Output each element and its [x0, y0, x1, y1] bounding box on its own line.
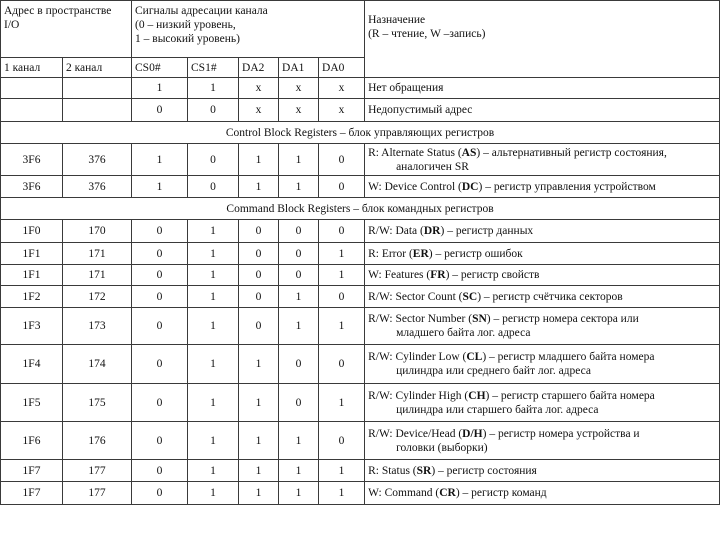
da2-value: 1: [239, 482, 279, 505]
ch2-address: 170: [63, 220, 132, 243]
register-abbr: DC: [461, 180, 479, 193]
col-cs1-header: CS1#: [188, 58, 239, 78]
purpose-text: ) – регистр младшего байта номера: [482, 351, 655, 363]
purpose-cell: [365, 286, 720, 308]
da2-value: 1: [239, 144, 279, 176]
cs1-value: 1: [188, 482, 239, 505]
purpose-cell: [365, 460, 720, 482]
ch1-address: 3F6: [1, 176, 63, 198]
col-ch1-header: 1 канал: [1, 58, 63, 78]
da2-value: 1: [239, 345, 279, 384]
register-abbr: DR: [423, 225, 441, 237]
ch2-address: 174: [63, 345, 132, 384]
cs0-value: 0: [132, 286, 188, 308]
da1-value: 1: [279, 176, 319, 198]
ch1-address: 1F4: [1, 345, 63, 384]
cs1-value: 1: [188, 220, 239, 243]
cs1-value: 1: [188, 308, 239, 345]
ch2-address: 376: [63, 176, 132, 198]
table-row: [1, 345, 720, 384]
da0-value: 1: [319, 384, 365, 422]
purpose-cell: [365, 308, 720, 345]
da0-value: 0: [319, 286, 365, 308]
ch1-address: 1F7: [1, 460, 63, 482]
table-row: [1, 176, 720, 198]
da0-value: 1: [319, 243, 365, 265]
purpose-cell: [365, 345, 720, 384]
register-abbr: CL: [466, 351, 483, 363]
ch2-address: 173: [63, 308, 132, 345]
ch1-address: 1F2: [1, 286, 63, 308]
purpose-header: Назначение (R – чтение, W –запись): [365, 1, 720, 78]
register-abbr: CH: [468, 389, 486, 402]
table-row: [1, 286, 720, 308]
da0-value: 0: [319, 220, 365, 243]
da2-value: 0: [239, 308, 279, 345]
da2-value: x: [239, 78, 279, 99]
da2-value: 0: [239, 286, 279, 308]
da1-value: 1: [279, 144, 319, 176]
da0-value: x: [319, 78, 365, 99]
table-row: [1, 422, 720, 460]
purpose-text: ) – регистр счётчика секторов: [477, 290, 623, 303]
da1-value: 1: [279, 460, 319, 482]
register-abbr: CR: [439, 487, 456, 499]
cs1-value: 1: [188, 422, 239, 460]
da0-value: 1: [319, 460, 365, 482]
cs0-value: 0: [132, 384, 188, 422]
purpose-continuation: младшего байта лог. адреса: [396, 327, 531, 339]
purpose-text: R: Status (: [368, 464, 417, 477]
ch1-address: 1F7: [1, 482, 63, 505]
da0-value: 0: [319, 144, 365, 176]
da2-value: 1: [239, 422, 279, 460]
purpose-text: W: Command (: [368, 487, 440, 499]
cs0-value: 0: [132, 460, 188, 482]
register-abbr: SN: [472, 313, 487, 325]
ch1-address: 3F6: [1, 144, 63, 176]
cs1-value: 1: [188, 243, 239, 265]
purpose-text: ) – регистр данных: [440, 225, 534, 237]
purpose-cell: [365, 422, 720, 460]
command-block-section-title: Command Block Registers – блок командных регистров: [1, 198, 720, 220]
table-row: [1, 144, 720, 176]
da1-value: x: [279, 78, 319, 99]
purpose-text: ) – регистр номера сектора или: [486, 313, 639, 325]
purpose-text: W: Features (: [368, 269, 431, 281]
table-row: [1, 384, 720, 422]
col-da2-header: DA2: [239, 58, 279, 78]
register-abbr: ER: [412, 247, 429, 260]
addr-space-header: Адрес в пространстве I/O: [1, 1, 132, 58]
ch1-address: 1F1: [1, 243, 63, 265]
da1-value: 1: [279, 286, 319, 308]
col-ch2-header: 2 канал: [63, 58, 132, 78]
purpose-cell: [365, 482, 720, 505]
da1-value: 0: [279, 265, 319, 286]
ch2-address: 376: [63, 144, 132, 176]
cs1-value: 0: [188, 144, 239, 176]
purpose-text: R/W: Data (: [368, 225, 424, 237]
col-da0-header: DA0: [319, 58, 365, 78]
cs0-value: 1: [132, 78, 188, 99]
cs0-value: 0: [132, 265, 188, 286]
cs0-value: 1: [132, 144, 188, 176]
cs1-value: 1: [188, 265, 239, 286]
cs0-value: 0: [132, 243, 188, 265]
cs0-value: 0: [132, 308, 188, 345]
da0-value: 1: [319, 265, 365, 286]
da2-value: 1: [239, 176, 279, 198]
purpose-text: W: Device Control (: [368, 180, 462, 193]
table-row: [1, 99, 720, 122]
ch1-address: 1F3: [1, 308, 63, 345]
purpose-text: ) – регистр управления устройством: [478, 180, 656, 193]
ch2-address: 176: [63, 422, 132, 460]
purpose-text: R/W: Sector Number (: [368, 313, 473, 325]
ch2-address: 172: [63, 286, 132, 308]
register-abbr: D/H: [462, 427, 483, 440]
control-block-section-title: Control Block Registers – блок управляющих регистров: [1, 122, 720, 144]
da1-value: 1: [279, 422, 319, 460]
purpose-text: R: Alternate Status (: [368, 146, 462, 159]
purpose-text: ) – регистр ошибок: [428, 247, 523, 260]
cs1-value: 1: [188, 460, 239, 482]
table-row: [1, 308, 720, 345]
ch2-address: 171: [63, 265, 132, 286]
purpose-text: R/W: Cylinder High (: [368, 389, 469, 402]
da2-value: 0: [239, 265, 279, 286]
purpose-cell: [365, 384, 720, 422]
ch1-address: 1F5: [1, 384, 63, 422]
cs1-value: 1: [188, 286, 239, 308]
col-da1-header: DA1: [279, 58, 319, 78]
da1-value: 0: [279, 220, 319, 243]
da1-value: 1: [279, 308, 319, 345]
register-abbr: FR: [430, 269, 446, 281]
purpose-text: R/W: Device/Head (: [368, 427, 463, 440]
da1-value: 0: [279, 345, 319, 384]
purpose-text: R: Error (: [368, 247, 413, 260]
table-row: [1, 78, 720, 99]
ch1-address: 1F0: [1, 220, 63, 243]
da0-value: 1: [319, 482, 365, 505]
da1-value: 0: [279, 384, 319, 422]
purpose-text: ) – регистр старшего байта номера: [485, 389, 655, 402]
da1-value: 0: [279, 243, 319, 265]
purpose-cell: [365, 265, 720, 286]
cs0-value: 0: [132, 345, 188, 384]
cs0-value: 1: [132, 176, 188, 198]
table-row: [1, 482, 720, 505]
purpose-cell: Нет обращения: [365, 78, 720, 99]
ch2-address: 177: [63, 482, 132, 505]
purpose-cell: [365, 220, 720, 243]
purpose-text: R/W: Cylinder Low (: [368, 351, 467, 363]
purpose-continuation: аналогичен SR: [396, 160, 469, 173]
ch2-address: 177: [63, 460, 132, 482]
purpose-continuation: цилиндра или старшего байта лог. адреса: [396, 403, 599, 416]
purpose-text: ) – регистр свойств: [445, 269, 540, 281]
register-abbr: SC: [462, 290, 478, 303]
purpose-continuation: головки (выборки): [396, 441, 488, 454]
purpose-text: ) – регистр команд: [455, 487, 547, 499]
ch2-address: 171: [63, 243, 132, 265]
da2-value: 1: [239, 460, 279, 482]
cs1-value: 0: [188, 176, 239, 198]
signals-header: Сигналы адресации канала (0 – низкий уровень, 1 – высокий уровень): [132, 1, 365, 58]
purpose-cell: [365, 144, 720, 176]
cs0-value: 0: [132, 482, 188, 505]
da1-value: x: [279, 99, 319, 122]
purpose-continuation: цилиндра или среднего байт лог. адреса: [396, 365, 592, 377]
cs0-value: 0: [132, 220, 188, 243]
table-row: [1, 243, 720, 265]
purpose-text: ) – альтернативный регистр состояния,: [476, 146, 667, 159]
ch2-address: 175: [63, 384, 132, 422]
register-abbr: AS: [461, 146, 477, 159]
purpose-cell: [365, 243, 720, 265]
table-row: [1, 220, 720, 243]
cs0-value: 0: [132, 422, 188, 460]
purpose-text: ) – регистр состояния: [431, 464, 537, 477]
purpose-text: ) – регистр номера устройства и: [482, 427, 640, 440]
ch1-address: 1F1: [1, 265, 63, 286]
da0-value: 0: [319, 345, 365, 384]
cs1-value: 1: [188, 384, 239, 422]
table-row: [1, 265, 720, 286]
table-row: [1, 460, 720, 482]
da2-value: 0: [239, 220, 279, 243]
cs1-value: 1: [188, 345, 239, 384]
purpose-text: R/W: Sector Count (: [368, 290, 463, 303]
cs1-value: 1: [188, 78, 239, 99]
da0-value: 1: [319, 308, 365, 345]
da2-value: 1: [239, 384, 279, 422]
da0-value: 0: [319, 422, 365, 460]
purpose-cell: [365, 176, 720, 198]
da0-value: 0: [319, 176, 365, 198]
cs0-value: 0: [132, 99, 188, 122]
purpose-cell: Недопустимый адрес: [365, 99, 720, 122]
da2-value: 0: [239, 243, 279, 265]
ch1-address: 1F6: [1, 422, 63, 460]
cs1-value: 0: [188, 99, 239, 122]
da0-value: x: [319, 99, 365, 122]
da1-value: 1: [279, 482, 319, 505]
col-cs0-header: CS0#: [132, 58, 188, 78]
da2-value: x: [239, 99, 279, 122]
register-abbr: SR: [416, 464, 432, 477]
